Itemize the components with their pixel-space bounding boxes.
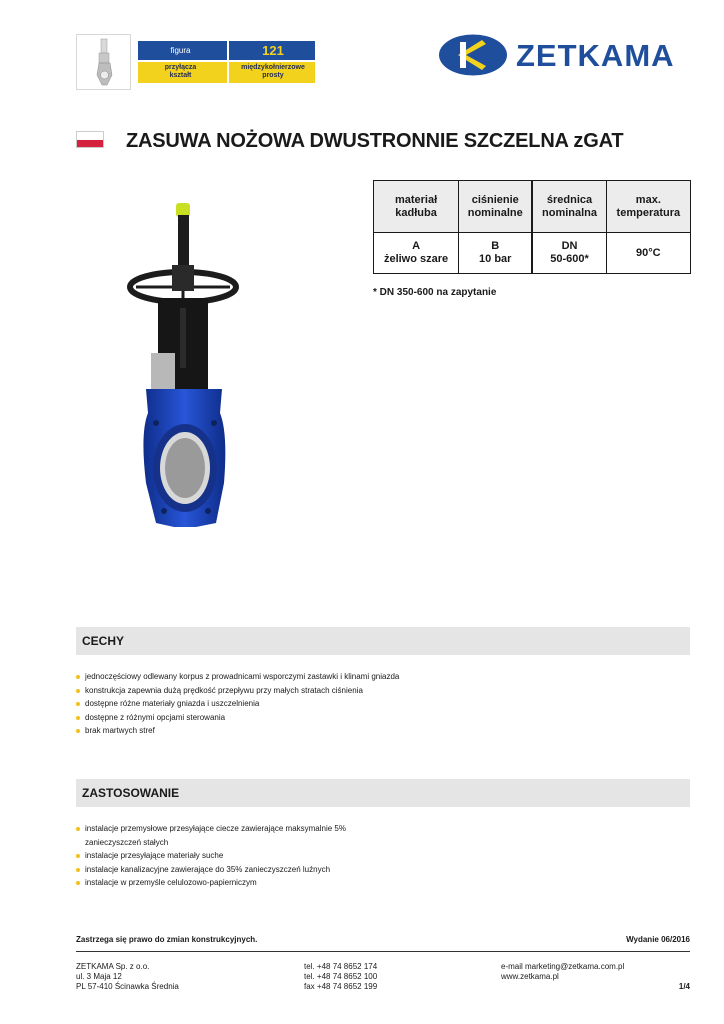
list-item: konstrukcja zapewnia dużą prędkość przepływu przy małych stratach ciśnienia — [76, 684, 636, 698]
list-item: instalacje przemysłowe przesyłające ciecze zawierające maksymalnie 5% zanieczyszczeń stałych — [76, 822, 376, 849]
spec-table-header-row — [374, 181, 691, 233]
applications-section-header — [76, 779, 690, 807]
spec-table-value-row — [374, 233, 691, 274]
page-number: 1/4 — [678, 982, 690, 991]
features-title: CECHY — [82, 634, 125, 648]
list-item: instalacje kanalizacyjne zawierające do 35% zanieczyszczeń luźnych — [76, 863, 376, 877]
company-phones: tel. +48 74 8652 174 tel. +48 74 8652 100 fax +48 74 8652 199 — [304, 962, 378, 991]
company-contact — [501, 962, 624, 982]
list-item: instalacje przesyłające materiały suche — [76, 849, 376, 863]
header-pressure: ciśnienie nominalne — [459, 181, 533, 233]
value-temperature: 90°C — [606, 233, 690, 274]
knife-gate-valve-image — [124, 193, 250, 538]
figure-number: 121 — [262, 43, 284, 58]
email-link[interactable]: e-mail marketing@zetkama.com.pl — [501, 962, 625, 971]
figure-box — [138, 41, 315, 83]
list-item: instalacje w przemyśle celulozowo-papierniczym — [76, 876, 376, 890]
polish-flag-icon — [76, 131, 104, 148]
value-material: A żeliwo szare — [374, 233, 459, 274]
header-temperature: max. temperatura — [606, 181, 690, 233]
edition-label: Wydanie 06/2016 — [626, 935, 690, 944]
footer-disclaimer: Zastrzega się prawo do zmian konstrukcyjnych. — [76, 935, 258, 944]
applications-list — [76, 822, 376, 890]
list-item: brak martwych stref — [76, 724, 636, 738]
zetkama-logo — [438, 34, 693, 76]
website-link[interactable]: www.zetkama.pl — [501, 972, 559, 981]
list-item: dostępne z różnymi opcjami sterowania — [76, 711, 636, 725]
spec-table — [373, 180, 691, 274]
header-material: materiał kadłuba — [374, 181, 459, 233]
features-section-header — [76, 627, 690, 655]
connection-label: przyłącza kształt — [164, 64, 197, 79]
header-diameter: średnica nominalna — [532, 181, 606, 233]
logo-text: ZETKAMA — [516, 38, 675, 73]
figure-label: figura — [170, 46, 191, 55]
product-thumbnail — [76, 34, 131, 90]
value-pressure: B 10 bar — [459, 233, 533, 274]
company-address: ZETKAMA Sp. z o.o. ul. 3 Maja 12 PL 57-410 Ścinawka Średnia — [76, 962, 179, 991]
applications-title: ZASTOSOWANIE — [82, 786, 180, 800]
list-item: dostępne różne materiały gniazda i uszczelnienia — [76, 697, 636, 711]
list-item: jednoczęściowy odlewany korpus z prowadnicami wsporczymi zastawki i klinami gniazda — [76, 670, 636, 684]
logo-mark-icon — [438, 34, 508, 76]
connection-value: międzykołnierzowe prosty — [241, 64, 305, 79]
footer-divider — [76, 951, 690, 952]
features-list — [76, 670, 636, 738]
value-diameter: DN 50-600* — [532, 233, 606, 274]
dn-note: * DN 350-600 na zapytanie — [373, 287, 497, 298]
page-title: ZASUWA NOŻOWA DWUSTRONNIE SZCZELNA zGAT — [126, 130, 624, 152]
